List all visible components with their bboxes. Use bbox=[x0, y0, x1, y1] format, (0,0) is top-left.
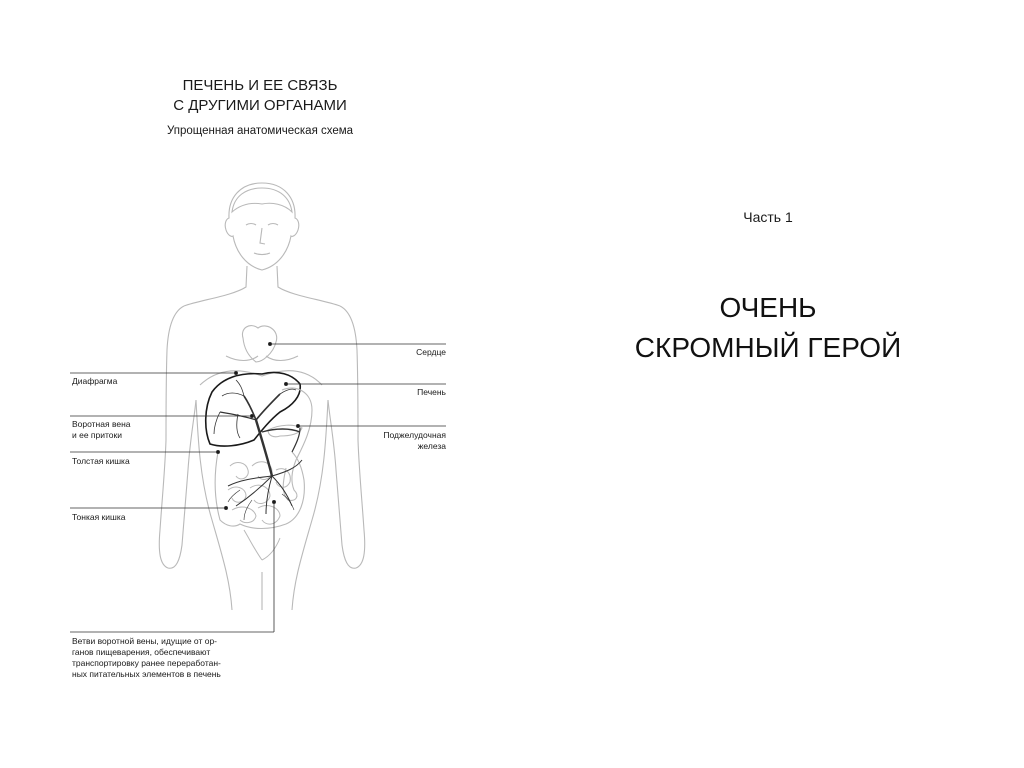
figure-title-line-2: С ДРУГИМИ ОРГАНАМИ bbox=[173, 97, 347, 114]
body-outline bbox=[159, 183, 364, 610]
label-branches-line-4: ных питательных элементов в печень bbox=[72, 669, 221, 679]
label-diaphragm: Диафрагма bbox=[72, 376, 118, 386]
label-branches-line-3: транспортировку ранее переработан- bbox=[72, 658, 221, 668]
label-branches-line-2: ганов пищеварения, обеспечивают bbox=[72, 647, 211, 657]
nose bbox=[260, 228, 265, 244]
label-branches-line-1: Ветви воротной вены, идущие от ор- bbox=[72, 636, 218, 646]
figure-subtitle: Упрощенная анатомическая схема bbox=[166, 125, 354, 137]
label-small-intestine: Тонкая кишка bbox=[72, 512, 126, 522]
figure-title-line-1: ПЕЧЕНЬ И ЕЕ СВЯЗЬ bbox=[182, 77, 338, 94]
stomach-organ bbox=[282, 388, 312, 500]
label-pancreas-line-1: Поджелудочная bbox=[383, 430, 446, 440]
leader-lines bbox=[70, 342, 446, 632]
portal-vein-system bbox=[214, 380, 302, 520]
head-outline bbox=[225, 183, 299, 270]
left-arm bbox=[159, 306, 196, 568]
label-portal-vein-line-2: и ее притоки bbox=[72, 430, 122, 440]
chest-right bbox=[266, 356, 298, 361]
chapter-title-line-1: ОЧЕНЬ bbox=[719, 292, 817, 323]
label-colon: Толстая кишка bbox=[72, 456, 130, 466]
part-heading: Часть 1 bbox=[743, 209, 793, 225]
mouth bbox=[254, 253, 270, 255]
chapter-title-line-2: СКРОМНЫЙ ГЕРОЙ bbox=[634, 332, 902, 363]
colon-organ bbox=[215, 452, 304, 529]
label-pancreas-line-2: железа bbox=[417, 441, 446, 451]
hair-outline bbox=[232, 188, 292, 212]
neck-left bbox=[184, 266, 247, 306]
eye-right bbox=[268, 224, 278, 226]
label-portal-vein-line-1: Воротная вена bbox=[72, 419, 131, 429]
eye-left bbox=[246, 224, 256, 226]
chapter-title bbox=[512, 288, 1024, 368]
right-page bbox=[512, 0, 1024, 768]
label-liver: Печень bbox=[417, 387, 446, 397]
neck-right bbox=[277, 266, 340, 306]
small-intestine-organ bbox=[228, 462, 290, 560]
label-heart: Сердце bbox=[416, 347, 446, 357]
